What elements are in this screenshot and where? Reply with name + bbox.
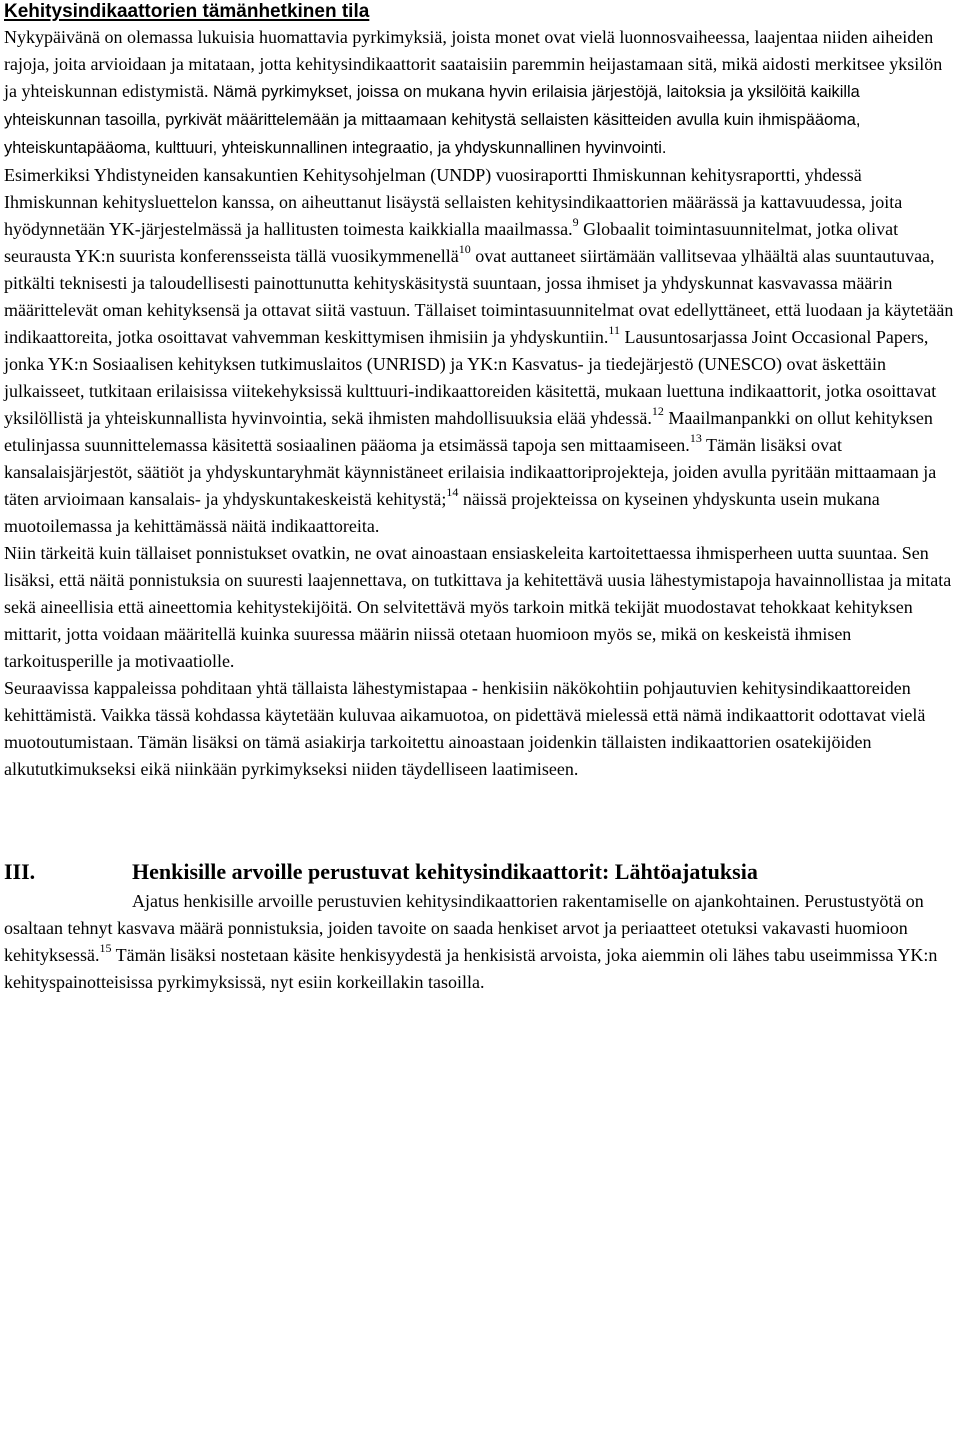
paragraph-2-text-7: näissä projekteissa on kyseinen yhdyskunta usein mukana muotoilemassa ja kehittämässä näitä indikaattoreita.	[4, 489, 880, 536]
chapter-number: III.	[4, 859, 36, 884]
paragraph-1-part-b: Nämä pyrkimykset, joissa on mukana hyvin erilaisia järjestöjä, laitoksia ja yksilöitä kaikilla yhteiskunnan tasoilla, pyrkivät määrittelemään ja mittaamaan kehitystä sellaisten käsitteiden avulla kuin ihmispääoma, yhteiskuntapääoma, kulttuuri, yhteiskunnallinen integraatio, ja yhdyskunnallinen hyvinvointi.	[4, 83, 861, 157]
chapter-heading	[4, 856, 956, 888]
footnote-ref-14: 14	[446, 485, 459, 499]
chapter-title: Henkisille arvoille perustuvat kehitysindikaattorit: Lähtöajatuksia	[132, 859, 758, 884]
paragraph-2-text-1: Esimerkiksi Yhdistyneiden kansakuntien Kehitysohjelman (UNDP) vuosiraportti Ihmiskunnan kehitysraportti, yhdessä Ihmiskunnan kehitysluettelon kanssa, on aiheuttanut lisäystä sellaisten kehitysindikaattorien määrässä ja kattavuudessa, joita hyödynnetään YK-järjestelmässä ja hallitusten toimesta kaikkialla maailmassa.	[4, 165, 903, 239]
paragraph-2	[4, 162, 956, 540]
paragraph-2-text-3: ovat auttaneet siirtämään vallitsevaa ylhäältä alas suuntautuvaa, pitkälti teknisesti ja taloudellisesti painottunutta kehityskäsitystä suuntaan, jossa ihmiset ja yhdyskunnat kasvavassa määrin määrittelevät oman kehityksensä ja ottavat siitä vastuun. Tällaiset toimintasuunnitelmat ovat edellyttäneet, että luodaan ja käytetään indikaattoreita, jotka osoittavat vahvemman keskittymisen ihmisiin ja yhdyskuntiin.	[4, 246, 954, 347]
paragraph-3: Niin tärkeitä kuin tällaiset ponnistukset ovatkin, ne ovat ainoastaan ensiaskeleita kartoitettaessa ihmisperheen uutta suuntaa. Sen lisäksi, että näitä ponnistuksia on suuresti laajennettava, on tutkittava ja kehitettävä uusia lähestymistapoja havainnollistaa ja mitata sekä aineellisia että aineettomia kehitystekijöitä. On selvitettävä myös tarkoin mitkä tekijät muodostavat tehokkaat kehityksen mittarit, jotta voidaan määritellä kuinka suuressa määrin niissä otetaan huomioon myös se, mikä on keskeistä ihmisen tarkoitusperille ja motivaatiolle.	[4, 543, 952, 671]
paragraph-5	[4, 888, 956, 996]
paragraph-2-text-5: Maailmanpankki on ollut kehityksen etulinjassa suunnittelemassa käsitettä sosiaalinen pääoma ja etsimässä tapoja sen mittaamiseen.	[4, 408, 933, 455]
paragraph-2-text-2: Globaalit toimintasuunnitelmat, jotka olivat seurausta YK:n suurista konferensseista tällä vuosikymmenellä	[4, 219, 899, 266]
footnote-ref-12: 12	[651, 404, 664, 418]
document-page	[4, 0, 956, 996]
paragraph-1-part-a: Nykypäivänä on olemassa lukuisia huomattavia pyrkimyksiä, joista monet ovat vielä luonnosvaiheessa, laajentaa niiden aiheiden rajoja, joita arvioidaan ja mitataan, jotta kehitysindikaattorit saataisiin paremmin heijastamaan sitä, mikä aidosti merkitsee yksilön ja yhteiskunnan edistymistä.	[4, 27, 943, 101]
footnote-ref-10: 10	[458, 242, 471, 256]
footnote-ref-11: 11	[608, 323, 620, 337]
paragraph-1	[4, 24, 956, 162]
paragraph-2-text-4: Lausuntosarjassa Joint Occasional Papers, jonka YK:n Sosiaalisen kehityksen tutkimuslaitos (UNRISD) ja YK:n Kasvatus- ja tiedejärjestö (UNESCO) ovat äskettäin julkaisseet, tutkitaan erilaisissa viitekehyksissä kulttuuri-indikaattoreiden käsitettä, mukaan luettuna indikaattorit, jotka osoittavat yksilöllistä ja yhteiskunnallista hyvinvointia, sekä ihmisten mahdollisuuksia elää yhdessä.	[4, 327, 937, 428]
paragraph-2-text-6: Tämän lisäksi ovat kansalaisjärjestöt, säätiöt ja yhdyskuntaryhmät käynnistäneet erilaisia indikaattoriprojekteja, joiden avulla pyritään mittaamaan ja täten arvioimaan kansalais- ja yhdyskuntakeskeistä kehitystä;	[4, 435, 937, 509]
footnote-ref-9: 9	[572, 215, 579, 229]
section-heading	[4, 0, 956, 24]
footnote-ref-15: 15	[99, 941, 112, 955]
paragraph-5-text-2: Tämän lisäksi nostetaan käsite henkisyydestä ja henkisistä arvoista, joka aiemmin oli lähes tabu useimmissa YK:n kehityspainotteisissa pyrkimyksissä, nyt esiin korkeillakin tasoilla.	[4, 945, 938, 992]
paragraph-5-text-1: Ajatus henkisille arvoille perustuvien kehitysindikaattorien rakentamiselle on ajankohtainen. Perustustyötä on osaltaan tehnyt kasvava määrä ponnistuksia, joiden tavoite on saada henkiset arvot ja periaatteet otetuksi vakavasti huomioon kehityksessä.	[4, 891, 924, 965]
footnote-ref-13: 13	[689, 431, 702, 445]
paragraph-4: Seuraavissa kappaleissa pohditaan yhtä tällaista lähestymistapaa - henkisiin näkökohtiin pohjautuvien kehitysindikaattoreiden kehittämistä. Vaikka tässä kohdassa käytetään kuluvaa aikamuotoa, on pidettävä mielessä että nämä indikaattorit odottavat vielä muotoutumistaan. Tämän lisäksi on tämä asiakirja tarkoitettu ainoastaan joidenkin tällaisten indikaattorien osatekijöiden alkututkimukseksi eikä niinkään pyrkimykseksi niiden täydelliseen laatimiseen.	[4, 678, 926, 779]
section-heading-text: Kehitysindikaattorien tämänhetkinen tila	[4, 1, 370, 22]
